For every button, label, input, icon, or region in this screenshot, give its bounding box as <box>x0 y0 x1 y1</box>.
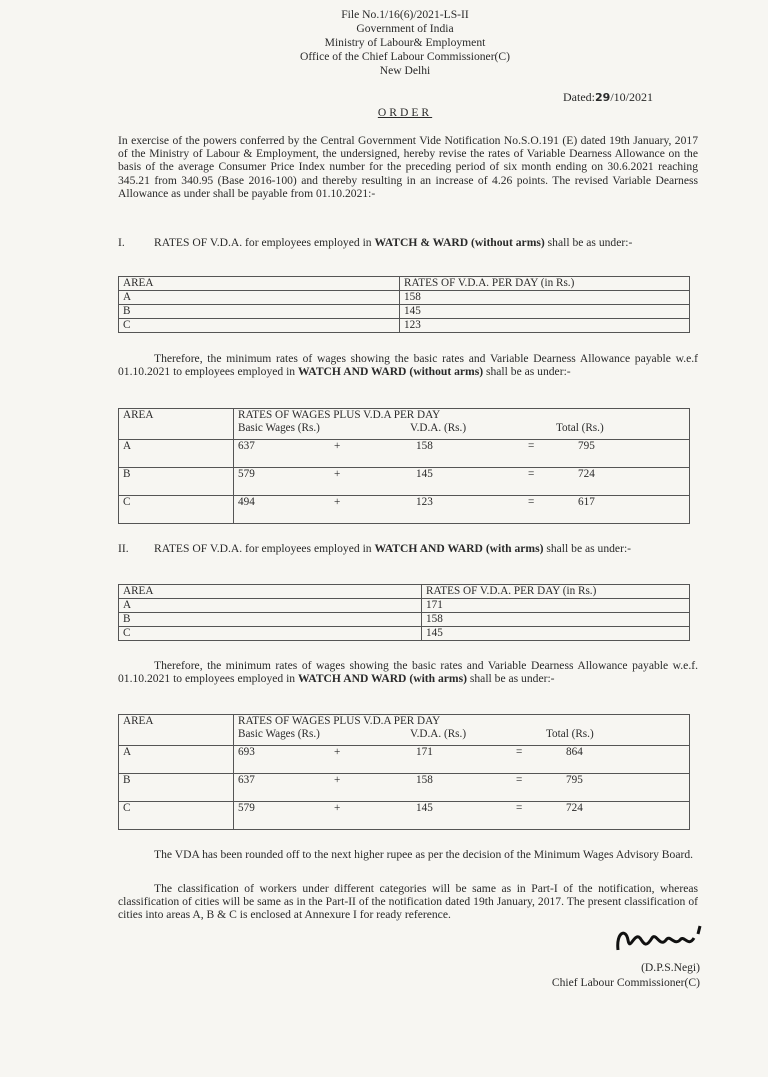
header-line: New Delhi <box>379 64 431 77</box>
basic-header: Basic Wages (Rs.) <box>238 422 320 434</box>
section-1-paragraph <box>118 352 698 378</box>
basic-header: Basic Wages (Rs.) <box>238 728 320 740</box>
section-2-heading <box>118 542 698 555</box>
signatory <box>500 960 700 990</box>
cell: 617 <box>578 496 595 508</box>
table-row <box>119 599 690 613</box>
intro-paragraph: In exercise of the powers conferred by the Central Government Vide Notification No.S.O.191 (E) dated 19th January, 2017 of the Ministry of Labour & Employment, the undersigned, hereby revise the rates of Variable Dearness Allowance on the basis of the average Consumer Price Index number for the preceding period of six month ending on 30.6.2021 reaching 345.21 from 340.95 (Base 2016-100) and thereby resulting in an increase of 4.26 points. The revised Variable Dearness Allowance as under shall be payable from 01.10.2021:- <box>118 134 698 200</box>
cell: 145 <box>400 305 690 319</box>
order-title: ORDER <box>377 106 433 119</box>
header-cell: AREA <box>119 715 234 746</box>
equals: = <box>528 468 535 480</box>
equals: = <box>516 774 523 786</box>
section-1-heading <box>118 236 698 249</box>
text: shall be as under:- <box>483 365 571 379</box>
plus: + <box>334 774 341 786</box>
signatory-name: (D.P.S.Negi) <box>641 961 700 974</box>
header-cell: AREA <box>119 585 422 599</box>
cell: B <box>119 774 234 802</box>
header-cell: AREA <box>119 277 400 291</box>
cell: 145 <box>422 627 690 641</box>
vda-table-with-arms <box>118 584 690 641</box>
section-number: II. <box>118 542 129 555</box>
document-header <box>0 8 768 78</box>
vda-table-without-arms <box>118 276 690 333</box>
text: shall be as under:- <box>544 236 633 249</box>
total-header: Total (Rs.) <box>556 422 604 434</box>
table-row <box>119 802 690 830</box>
header-cell: RATES OF V.D.A. PER DAY (in Rs.) <box>422 585 690 599</box>
vda-header: V.D.A. (Rs.) <box>410 422 467 434</box>
equals: = <box>528 496 535 508</box>
cell: B <box>119 305 400 319</box>
table-row <box>119 627 690 641</box>
cell: 724 <box>566 802 583 814</box>
cell: 158 <box>400 291 690 305</box>
plus: + <box>334 496 341 508</box>
cell: 145 <box>416 802 433 814</box>
cell: 158 <box>416 440 433 452</box>
signatory-designation: Chief Labour Commissioner(C) <box>551 976 700 989</box>
table-row <box>119 746 690 774</box>
plus: + <box>334 468 341 480</box>
cell: C <box>119 627 422 641</box>
cell: A <box>119 746 234 774</box>
cell: C <box>119 496 234 524</box>
section-2-paragraph <box>118 659 698 685</box>
cell: 724 <box>578 468 595 480</box>
cell: 145 <box>416 468 433 480</box>
table-row <box>119 496 690 524</box>
equals: = <box>516 802 523 814</box>
cell: A <box>119 440 234 468</box>
signature-image <box>612 922 708 958</box>
text: Therefore, the minimum rates of wages showing the basic rates and Variable Dearness Allowance payable w.e.f 01.10.2021 to employees employed in <box>118 352 698 379</box>
header-line: Ministry of Labour& Employment <box>324 36 486 49</box>
cell: 693 <box>238 746 255 758</box>
text: shall be as under:- <box>466 672 555 686</box>
date-day-handwritten: 29 <box>595 91 611 104</box>
cell: 171 <box>416 746 433 758</box>
cell: 123 <box>400 319 690 333</box>
note-rounding: The VDA has been rounded off to the next higher rupee as per the decision of the Minimum Wages Advisory Board. <box>154 848 694 861</box>
date-label: Dated: <box>563 90 595 104</box>
cell: C <box>119 802 234 830</box>
wage-table-without-arms <box>118 408 690 524</box>
cell: 494 <box>238 496 255 508</box>
bold-text: WATCH AND WARD (without arms) <box>298 365 484 379</box>
section-number: I. <box>118 236 125 249</box>
cell: B <box>119 613 422 627</box>
date <box>563 90 653 105</box>
table-row <box>119 291 690 305</box>
table-row <box>119 440 690 468</box>
cell: 158 <box>416 774 433 786</box>
text: RATES OF V.D.A. for employees employed in <box>154 542 375 555</box>
bold-text: WATCH AND WARD (with arms) <box>298 672 467 686</box>
header-cell: RATES OF V.D.A. PER DAY (in Rs.) <box>400 277 690 291</box>
table-row <box>119 613 690 627</box>
plus: + <box>334 440 341 452</box>
cell: 795 <box>566 774 583 786</box>
header-line: Office of the Chief Labour Commissioner(C) <box>299 50 511 63</box>
cell: A <box>119 291 400 305</box>
cell: 637 <box>238 440 255 452</box>
table-row <box>119 305 690 319</box>
date-rest: /10/2021 <box>610 90 653 104</box>
table-row <box>119 319 690 333</box>
header-line: Government of India <box>356 22 454 35</box>
cell: 637 <box>238 774 255 786</box>
cell: 123 <box>416 496 433 508</box>
table-row <box>119 774 690 802</box>
table-row <box>119 468 690 496</box>
cell: 158 <box>422 613 690 627</box>
cell: 864 <box>566 746 583 758</box>
cell: C <box>119 319 400 333</box>
header-title: RATES OF WAGES PLUS V.D.A PER DAY <box>238 715 441 727</box>
text: Therefore, the minimum rates of wages showing the basic rates and Variable Dearness Allowance payable w.e.f. 01.10.2021 to employees employed in <box>118 659 698 686</box>
header-title: RATES OF WAGES PLUS V.D.A PER DAY <box>238 409 441 421</box>
vda-header: V.D.A. (Rs.) <box>410 728 467 740</box>
cell: 579 <box>238 802 255 814</box>
cell: A <box>119 599 422 613</box>
bold-text: WATCH & WARD (without arms) <box>374 236 545 249</box>
file-number: File No.1/16(6)/2021-LS-II <box>341 8 469 21</box>
header-cell <box>234 715 690 746</box>
cell: 171 <box>422 599 690 613</box>
header-cell <box>234 409 690 440</box>
cell: B <box>119 468 234 496</box>
note-classification: The classification of workers under different categories will be same as in Part-I of the notification, whereas classification of cities will be same as in the Part-II of the notification dated 19th January, 2017. The present classification of cities into areas A, B & C is enclosed at Annexure I for ready reference. <box>118 882 698 922</box>
text: shall be as under:- <box>543 542 632 555</box>
plus: + <box>334 802 341 814</box>
cell: 795 <box>578 440 595 452</box>
wage-table-with-arms <box>118 714 690 830</box>
bold-text: WATCH AND WARD (with arms) <box>374 542 544 555</box>
equals: = <box>528 440 535 452</box>
header-cell: AREA <box>119 409 234 440</box>
total-header: Total (Rs.) <box>546 728 594 740</box>
equals: = <box>516 746 523 758</box>
plus: + <box>334 746 341 758</box>
cell: 579 <box>238 468 255 480</box>
text: RATES OF V.D.A. for employees employed in <box>154 236 375 249</box>
